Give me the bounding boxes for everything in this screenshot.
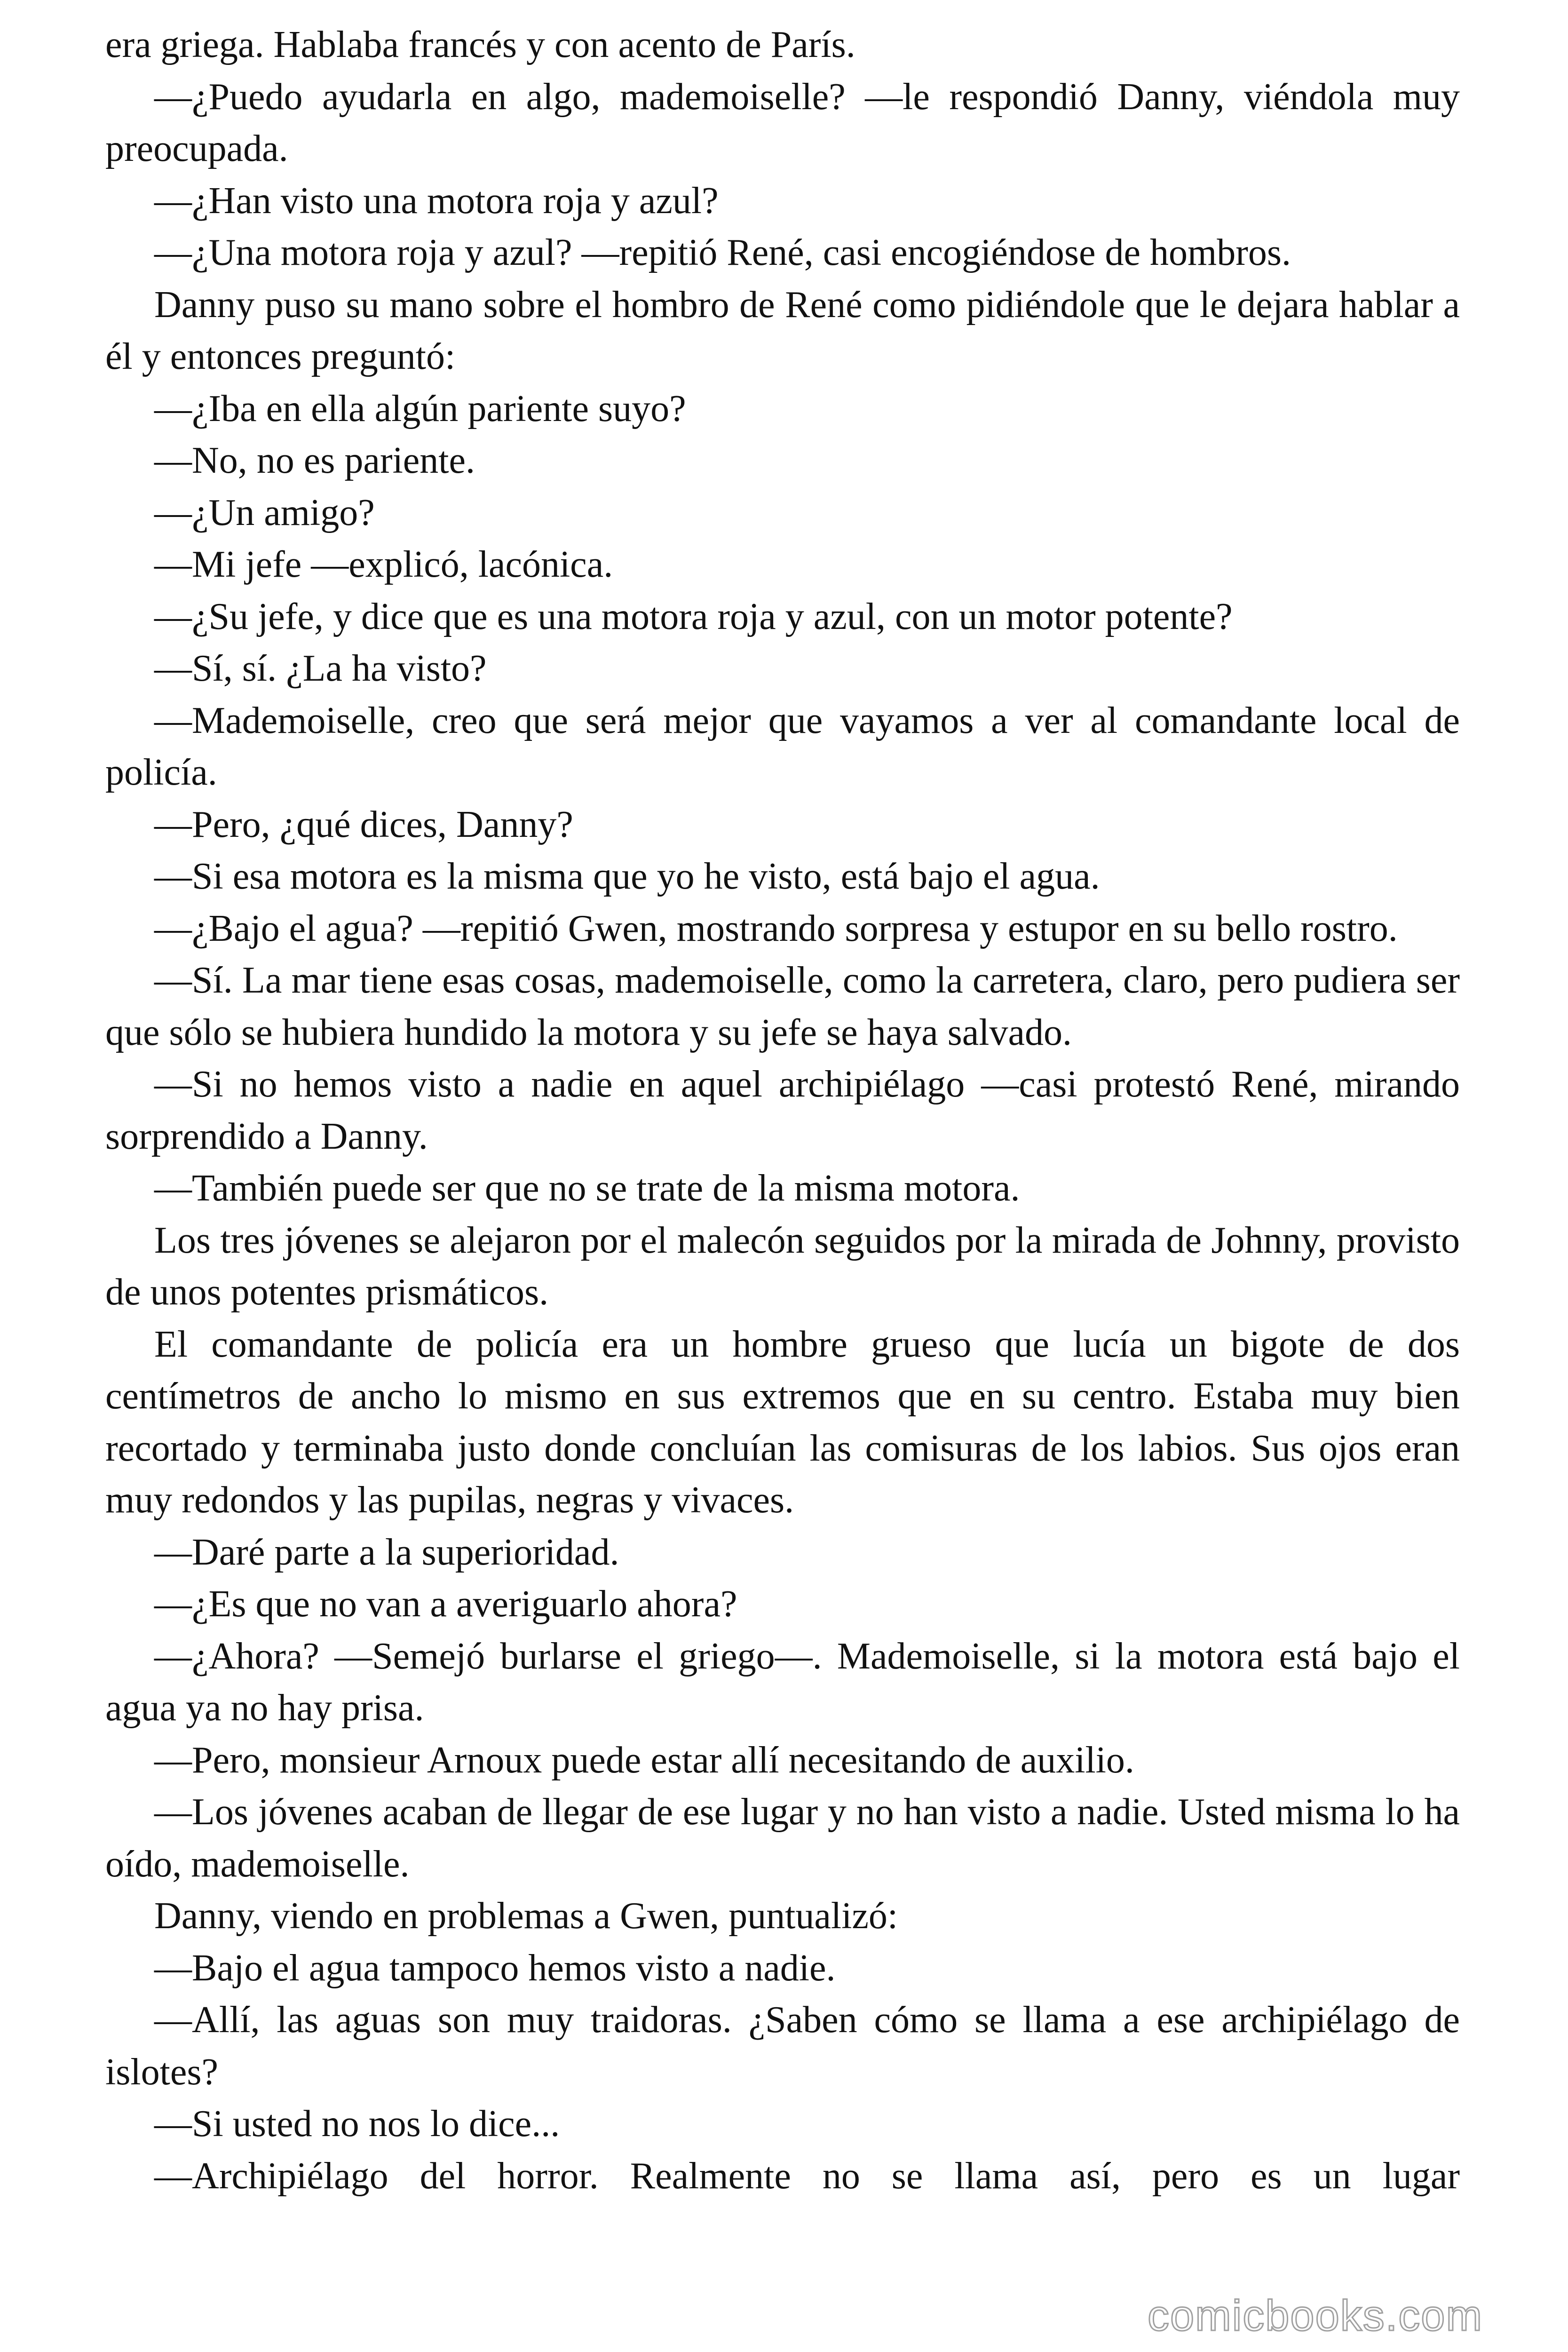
paragraph: era griega. Hablaba francés y con acento de París. (105, 24, 855, 65)
paragraph: —¿Han visto una motora roja y azul? (154, 180, 719, 222)
paragraph: —Daré parte a la superioridad. (154, 1531, 619, 1573)
paragraph: —No, no es pariente. (154, 440, 475, 481)
book-page (105, 19, 1460, 2202)
paragraph: El comandante de policía era un hombre grueso que lucía un bigote de dos centímetros de ancho lo mismo en sus extremos que en su centro. Estaba muy bien recortado y terminaba justo donde concluían las comisuras de los labios. Sus ojos eran muy redondos y las pupilas, negras y vivaces. (105, 1323, 1460, 1521)
paragraph: —Bajo el agua tampoco hemos visto a nadie. (154, 1947, 836, 1989)
paragraph: Los tres jóvenes se alejaron por el malecón seguidos por la mirada de Johnny, provisto de unos potentes prismáticos. (105, 1219, 1460, 1313)
paragraph: —¿Bajo el agua? —repitió Gwen, mostrando sorpresa y estupor en su bello rostro. (154, 907, 1398, 949)
paragraph: —Mademoiselle, creo que será mejor que vayamos a ver al comandante local de policía. (105, 699, 1460, 793)
paragraph: —Sí, sí. ¿La ha visto? (154, 648, 487, 689)
paragraph: —Archipiélago del horror. Realmente no se llama así, pero es un lugar (154, 2155, 1460, 2197)
paragraph: —¿Ahora? —Semejó burlarse el griego—. Mademoiselle, si la motora está bajo el agua ya no hay prisa. (105, 1635, 1460, 1729)
paragraph: —También puede ser que no se trate de la misma motora. (154, 1168, 1020, 1209)
paragraph: —Si esa motora es la misma que yo he visto, está bajo el agua. (154, 856, 1100, 897)
paragraph: —¿Puedo ayudarla en algo, mademoiselle? —le respondió Danny, viéndola muy preocupada. (105, 76, 1460, 169)
paragraph: —¿Una motora roja y azul? —repitió René, casi encogiéndose de hombros. (154, 232, 1291, 273)
paragraph: —Pero, ¿qué dices, Danny? (154, 803, 573, 845)
paragraph: —Si usted no nos lo dice... (154, 2103, 560, 2145)
paragraph: —Sí. La mar tiene esas cosas, mademoiselle, como la carretera, claro, pero pudiera ser que sólo se hubiera hundido la motora y su jefe se haya salvado. (105, 960, 1460, 1053)
watermark: comicbooks.com (1148, 2292, 1483, 2340)
paragraph: —Allí, las aguas son muy traidoras. ¿Saben cómo se llama a ese archipiélago de islotes? (105, 1999, 1460, 2093)
paragraph: —¿Su jefe, y dice que es una motora roja y azul, con un motor potente? (154, 596, 1233, 637)
paragraph: Danny, viendo en problemas a Gwen, puntualizó: (154, 1895, 898, 1937)
paragraph: —Si no hemos visto a nadie en aquel archipiélago —casi protestó René, mirando sorprendido a Danny. (105, 1064, 1460, 1157)
paragraph: —¿Es que no van a averiguarlo ahora? (154, 1583, 737, 1625)
paragraph: —Mi jefe —explicó, lacónica. (154, 544, 613, 585)
paragraph: —Pero, monsieur Arnoux puede estar allí necesitando de auxilio. (154, 1739, 1134, 1781)
paragraph: Danny puso su mano sobre el hombro de René como pidiéndole que le dejara hablar a él y entonces preguntó: (105, 284, 1460, 377)
paragraph: —¿Un amigo? (154, 492, 375, 533)
paragraph: —Los jóvenes acaban de llegar de ese lugar y no han visto a nadie. Usted misma lo ha oído, mademoiselle. (105, 1791, 1460, 1885)
paragraph: —¿Iba en ella algún pariente suyo? (154, 388, 686, 429)
